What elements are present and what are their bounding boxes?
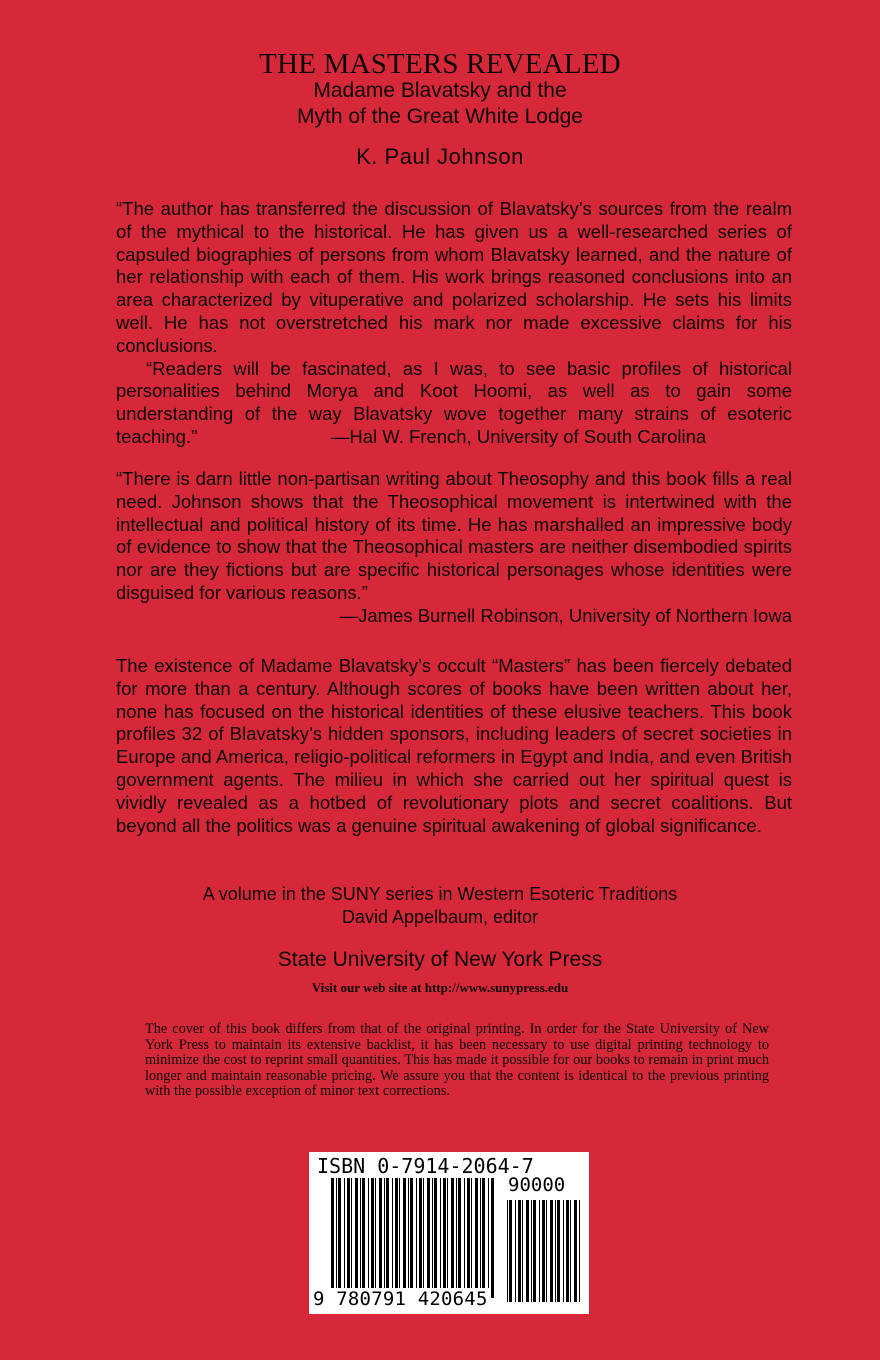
barcode-bar [355, 1178, 358, 1298]
review-attribution: —James Burnell Robinson, University of Northern Iowa [339, 604, 792, 626]
barcode-bar [408, 1178, 409, 1298]
book-title: THE MASTERS REVEALED [259, 48, 621, 80]
barcode-bar [447, 1178, 448, 1298]
barcode-bar [475, 1178, 478, 1298]
barcode-bar [526, 1200, 529, 1302]
subtitle-line-1: Madame Blavatsky and the [313, 79, 567, 102]
barcode-bar [371, 1178, 374, 1298]
barcode-bar [427, 1178, 430, 1298]
publisher-website: Visit our web site at http://www.sunypress.edu [311, 980, 569, 995]
barcode-bar [579, 1200, 580, 1302]
barcode-bar [368, 1178, 369, 1298]
barcode-bar [542, 1200, 545, 1302]
barcode-bar [566, 1200, 569, 1302]
barcode-bar [434, 1178, 437, 1298]
series-line-1: A volume in the SUNY series in Western Esoteric Traditions [202, 884, 678, 904]
ean-digits: 9 780791 420645 [313, 1288, 488, 1310]
review-paragraph: “The author has transferred the discussion of Blavatsky’s sources from the realm of the mythical to the historical. He has given us a well-researched series of capsuled biographies of persons from whom Blavatsky learned, and the nature of her relationship with each of them. His work brings reasoned conclusions into an area characterized by vituperative and polarized scholarship. He sets his limits well. He has not overstretched his mark nor made excessive claims for his conclusions. [116, 198, 792, 356]
barcode-bar [480, 1178, 481, 1298]
barcode-bar [416, 1178, 417, 1298]
barcode-bar [344, 1178, 345, 1298]
book-author: K. Paul Johnson [356, 144, 524, 169]
barcode-bar [432, 1178, 433, 1298]
book-subtitle [0, 78, 880, 130]
barcode-bar [515, 1200, 516, 1302]
barcode-bar [563, 1200, 564, 1302]
isbn-barcode [309, 1152, 589, 1314]
barcode-bar [331, 1178, 334, 1298]
barcode-bar [347, 1178, 350, 1298]
barcode-bar [471, 1178, 472, 1298]
description-paragraph: The existence of Madame Blavatsky’s occult “Masters” has been fiercely debated for more than a century. Although scores of books have been written about her, none has focused on the historical identities of these elusive teachers. This book profiles 32 of Blavatsky’s hidden sponsors, including leaders of secret societies in Europe and America, religio-political reformers in Egypt and India, and even British government agents. The milieu in which she carried out her spiritual quest is vividly revealed as a hotbed of revolutionary plots and secret coalitions. But beyond all the politics was a genuine spiritual awakening of global significance. [116, 655, 792, 836]
barcode-bar [336, 1178, 337, 1298]
review-paragraph-text: “Readers will be fascinated, as I was, to see basic profiles of historical personalities behind Morya and Koot Hoomi, as well as to gain some understanding of the way Blavatsky wove together many strains of esoteric teaching.” [116, 357, 792, 447]
barcode-bar [488, 1178, 489, 1298]
barcode-bar [451, 1178, 454, 1298]
barcode-bar [395, 1178, 398, 1298]
price-code: 90000 [508, 1174, 566, 1196]
barcode-bar [550, 1200, 553, 1302]
barcode-bar [403, 1178, 406, 1298]
publisher-name: State University of New York Press [277, 948, 603, 971]
barcode-bar [362, 1178, 365, 1298]
barcode-bar [557, 1200, 560, 1302]
barcode-bar [507, 1200, 508, 1302]
isbn-label: ISBN 0-7914-2064-7 [317, 1154, 534, 1178]
barcode-bar [539, 1200, 540, 1302]
barcode-bar [360, 1178, 361, 1298]
barcode-bar [410, 1178, 413, 1298]
barcode-bar [456, 1178, 457, 1298]
barcode-bar [522, 1200, 523, 1302]
barcode-bar [443, 1178, 446, 1298]
barcode-bar [531, 1200, 532, 1302]
review-paragraph [116, 358, 792, 449]
review-robinson [116, 468, 792, 628]
subtitle-line-2: Myth of the Great White Lodge [297, 105, 583, 128]
barcode-bar [546, 1200, 547, 1302]
barcode-bar [491, 1178, 494, 1298]
barcode-bar [482, 1178, 485, 1298]
barcode-bar [384, 1178, 385, 1298]
barcode-bar [440, 1178, 441, 1298]
book-description [116, 655, 792, 837]
barcode-bar [392, 1178, 393, 1298]
barcode-bar [399, 1178, 400, 1298]
barcode-bar [467, 1178, 470, 1298]
barcode-bar [555, 1200, 556, 1302]
barcode-bar [458, 1178, 461, 1298]
review-paragraph: “There is darn little non-partisan writing about Theosophy and this book fills a real need. Johnson shows that the Theosophical movement is intertwined with the intellectual and political history of its time. He has marshalled an impressive body of evidence to show that the Theosophical masters are neither disembodied spirits nor are they fictions but are specific historical personages whose identities were disguised for various reasons.” [116, 468, 792, 603]
series-editor: David Appelbaum, editor [341, 907, 539, 927]
barcode-bar [570, 1200, 571, 1302]
barcode-bar [379, 1178, 382, 1298]
review-attribution: —Hal W. French, University of South Carolina [330, 425, 707, 447]
barcode-bar [518, 1200, 521, 1302]
barcode-bar [464, 1178, 465, 1298]
barcode-bar [375, 1178, 376, 1298]
series-info [0, 883, 880, 929]
barcode-bar [419, 1178, 422, 1298]
printing-notice: The cover of this book differs from that of the original printing. In order for the State University of New York Press to maintain its extensive backlist, it has been necessary to use digital printing technology to minimize the cost to reprint small quantities. This has made it possible for our books to remain in print much longer and maintain reasonable pricing. We assure you that the content is identical to the previous printing with the possible exception of minor text corrections. [145, 1021, 769, 1100]
barcode-bar [338, 1178, 341, 1298]
barcode-bar [509, 1200, 512, 1302]
review-french [116, 198, 792, 449]
barcode-bar [423, 1178, 424, 1298]
barcode-bar [574, 1200, 577, 1302]
barcode-bar [533, 1200, 536, 1302]
barcode-bar [351, 1178, 352, 1298]
barcode-bar [386, 1178, 389, 1298]
